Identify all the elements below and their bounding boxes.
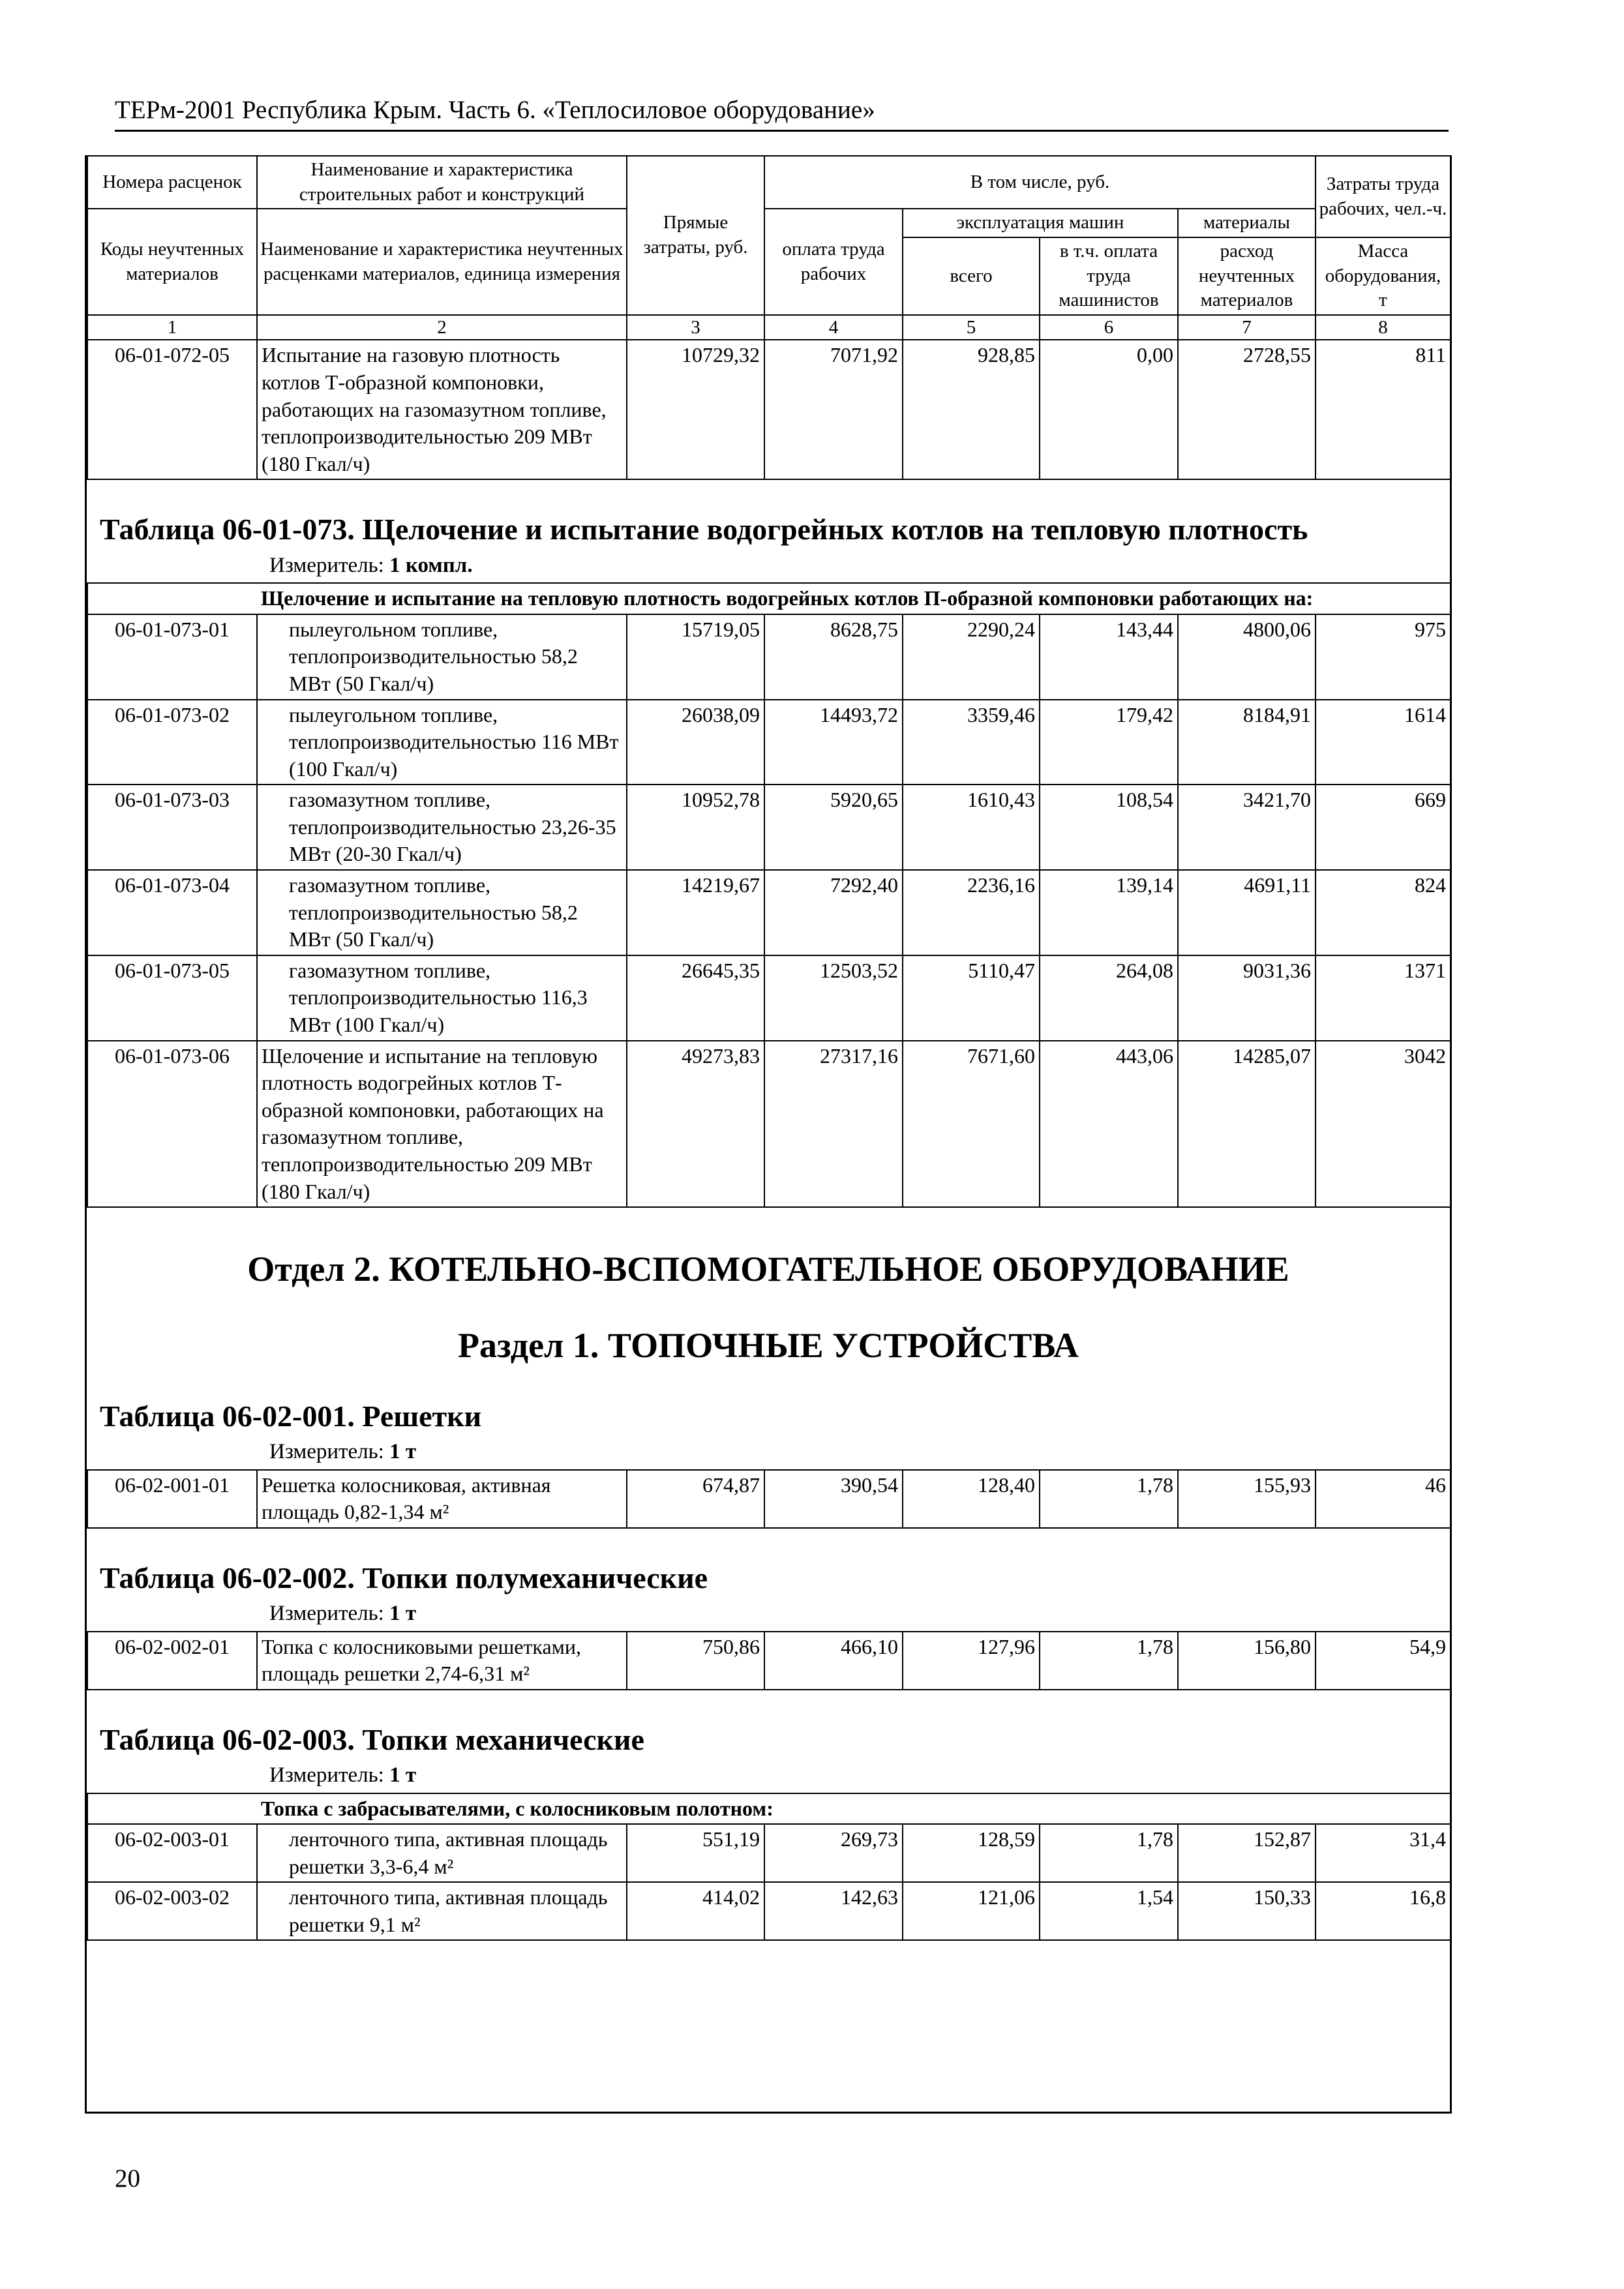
labor-pay: 269,73 (764, 1824, 903, 1882)
labor-pay: 8628,75 (764, 614, 903, 700)
direct-costs: 26645,35 (627, 955, 764, 1041)
table-row (87, 614, 1451, 700)
machine-costs: 928,85 (903, 340, 1040, 479)
labor-hours: 811 (1316, 340, 1451, 479)
measure-unit (87, 1439, 1450, 1469)
measure-label: Измеритель: (269, 1601, 384, 1625)
machine-costs: 2290,24 (903, 614, 1040, 700)
measure-unit (87, 1763, 1450, 1793)
table-row (87, 1041, 1451, 1208)
header-labor-pay: оплата труда рабочих (764, 209, 903, 315)
column-number: 6 (1040, 315, 1178, 340)
direct-costs: 414,02 (627, 1882, 764, 1940)
machine-costs: 1610,43 (903, 785, 1040, 870)
measure-unit (87, 1601, 1450, 1631)
running-header: ТЕРм-2001 Республика Крым. Часть 6. «Теплосиловое оборудование» (115, 95, 1449, 132)
labor-pay: 27317,16 (764, 1041, 903, 1208)
table-row (87, 700, 1451, 785)
materials-cost: 152,87 (1178, 1824, 1316, 1882)
rate-name: пылеугольном топливе, теплопроизводительностью 116 МВт (100 Гкал/ч) (257, 700, 627, 785)
machinist-pay: 1,54 (1040, 1882, 1178, 1940)
machine-costs: 7671,60 (903, 1041, 1040, 1208)
column-numbers-row (87, 315, 1451, 340)
group-heading: Щелочение и испытание на тепловую плотность водогрейных котлов П-образной компоновки работающих на: (257, 583, 1451, 614)
header-machine-operation: эксплуатация машин (903, 209, 1178, 237)
rate-code: 06-01-073-04 (87, 870, 257, 955)
machinist-pay: 1,78 (1040, 1824, 1178, 1882)
table-row (87, 1632, 1451, 1690)
materials-cost: 2728,55 (1178, 340, 1316, 479)
machine-costs: 128,40 (903, 1470, 1040, 1528)
page-frame (85, 155, 1452, 2114)
machinist-pay: 108,54 (1040, 785, 1178, 870)
materials-cost: 14285,07 (1178, 1041, 1316, 1208)
labor-hours: 46 (1316, 1470, 1451, 1528)
table-row (87, 870, 1451, 955)
machinist-pay: 179,42 (1040, 700, 1178, 785)
header-labor-costs: Затраты труда рабочих, чел.-ч. (1316, 156, 1451, 237)
header-total: всего (903, 237, 1040, 315)
labor-pay: 142,63 (764, 1882, 903, 1940)
header-codes: Коды неучтенных материалов (87, 209, 257, 315)
header-unaccounted-materials: расход неучтенных материалов (1178, 237, 1316, 315)
header-material-name: Наименование и характеристика неучтенных расценками материалов, единица измерения (257, 209, 627, 315)
direct-costs: 14219,67 (627, 870, 764, 955)
table-row (87, 1470, 1451, 1528)
direct-costs: 15719,05 (627, 614, 764, 700)
labor-pay: 7071,92 (764, 340, 903, 479)
table-row (87, 785, 1451, 870)
machine-costs: 5110,47 (903, 955, 1040, 1041)
rate-code: 06-02-001-01 (87, 1470, 257, 1528)
machinist-pay: 139,14 (1040, 870, 1178, 955)
table-06-01-073 (87, 582, 1451, 1208)
rate-code: 06-02-002-01 (87, 1632, 257, 1690)
table-row (87, 1882, 1451, 1940)
rate-name: газомазутном топливе, теплопроизводительностью 116,3 МВт (100 Гкал/ч) (257, 955, 627, 1041)
rate-code: 06-01-072-05 (87, 340, 257, 479)
table-06-02-002 (87, 1631, 1451, 1690)
column-number: 2 (257, 315, 627, 340)
labor-hours: 1371 (1316, 955, 1451, 1041)
machinist-pay: 1,78 (1040, 1470, 1178, 1528)
labor-hours: 824 (1316, 870, 1451, 955)
measure-label: Измеритель: (269, 553, 384, 577)
section-title: Раздел 1. ТОПОЧНЫЕ УСТРОЙСТВА (458, 1325, 1079, 1365)
table-row (87, 955, 1451, 1041)
measure-value: 1 компл. (389, 553, 473, 577)
machinist-pay: 0,00 (1040, 340, 1178, 479)
machine-costs: 127,96 (903, 1632, 1040, 1690)
labor-hours: 54,9 (1316, 1632, 1451, 1690)
measure-unit (87, 553, 1450, 583)
table-06-02-001 (87, 1469, 1451, 1529)
direct-costs: 551,19 (627, 1824, 764, 1882)
labor-hours: 3042 (1316, 1041, 1451, 1208)
header-direct-costs: Прямые затраты, руб. (627, 156, 764, 315)
machine-costs: 128,59 (903, 1824, 1040, 1882)
rate-name: Решетка колосниковая, активная площадь 0,82-1,34 м² (257, 1470, 627, 1528)
labor-pay: 5920,65 (764, 785, 903, 870)
table-title-06-02-003: Таблица 06-02-003. Топки механические (100, 1722, 644, 1756)
labor-hours: 31,4 (1316, 1824, 1451, 1882)
materials-cost: 156,80 (1178, 1632, 1316, 1690)
machinist-pay: 264,08 (1040, 955, 1178, 1041)
table-title-06-02-002: Таблица 06-02-002. Топки полумеханические (100, 1561, 708, 1594)
materials-cost: 4691,11 (1178, 870, 1316, 955)
measure-label: Измеритель: (269, 1763, 384, 1787)
column-number: 1 (87, 315, 257, 340)
column-number: 7 (1178, 315, 1316, 340)
rate-name: ленточного типа, активная площадь решетки 3,3-6,4 м² (257, 1824, 627, 1882)
group-heading: Топка с забрасывателями, с колосниковым полотном: (257, 1793, 1451, 1825)
column-number: 4 (764, 315, 903, 340)
labor-pay: 7292,40 (764, 870, 903, 955)
header-work-name: Наименование и характеристика строительных работ и конструкций (257, 156, 627, 209)
labor-hours: 669 (1316, 785, 1451, 870)
header-machinist-pay: в т.ч. оплата труда машинистов (1040, 237, 1178, 315)
rate-name: газомазутном топливе, теплопроизводительностью 58,2 МВт (50 Гкал/ч) (257, 870, 627, 955)
direct-costs: 750,86 (627, 1632, 764, 1690)
machinist-pay: 443,06 (1040, 1041, 1178, 1208)
measure-value: 1 т (389, 1601, 417, 1625)
measure-value: 1 т (389, 1439, 417, 1463)
direct-costs: 10952,78 (627, 785, 764, 870)
direct-costs: 674,87 (627, 1470, 764, 1528)
direct-costs: 49273,83 (627, 1041, 764, 1208)
labor-hours: 1614 (1316, 700, 1451, 785)
machine-costs: 3359,46 (903, 700, 1040, 785)
machine-costs: 2236,16 (903, 870, 1040, 955)
rate-code: 06-02-003-01 (87, 1824, 257, 1882)
materials-cost: 155,93 (1178, 1470, 1316, 1528)
rate-name: Испытание на газовую плотность котлов Т-образной компоновки, работающих на газомазутном топливе, теплопроизводительностью 209 МВт (180 Гкал/ч) (257, 340, 627, 479)
labor-pay: 14493,72 (764, 700, 903, 785)
rate-code: 06-01-073-05 (87, 955, 257, 1041)
rate-code: 06-01-073-01 (87, 614, 257, 700)
header-including: В том числе, руб. (764, 156, 1316, 209)
machinist-pay: 143,44 (1040, 614, 1178, 700)
rate-code: 06-01-073-06 (87, 1041, 257, 1208)
column-number: 5 (903, 315, 1040, 340)
header-equipment-mass: Масса оборудования, т (1316, 237, 1451, 315)
table-row (87, 1824, 1451, 1882)
materials-cost: 8184,91 (1178, 700, 1316, 785)
measure-value: 1 т (389, 1763, 417, 1787)
table-title-06-02-001: Таблица 06-02-001. Решетки (100, 1399, 482, 1433)
direct-costs: 26038,09 (627, 700, 764, 785)
column-number: 8 (1316, 315, 1451, 340)
labor-hours: 975 (1316, 614, 1451, 700)
rate-code: 06-01-073-03 (87, 785, 257, 870)
header-materials: материалы (1178, 209, 1316, 237)
rate-name: ленточного типа, активная площадь решетки 9,1 м² (257, 1882, 627, 1940)
table-title-06-01-073: Таблица 06-01-073. Щелочение и испытание водогрейных котлов на тепловую плотность (100, 513, 1308, 546)
rate-name: Топка с колосниковыми решетками, площадь решетки 2,74-6,31 м² (257, 1632, 627, 1690)
rate-code: 06-01-073-02 (87, 700, 257, 785)
materials-cost: 3421,70 (1178, 785, 1316, 870)
machinist-pay: 1,78 (1040, 1632, 1178, 1690)
materials-cost: 9031,36 (1178, 955, 1316, 1041)
labor-pay: 390,54 (764, 1470, 903, 1528)
materials-cost: 4800,06 (1178, 614, 1316, 700)
rate-name: Щелочение и испытание на тепловую плотность водогрейных котлов Т-образной компоновки, работающих на газомазутном топливе, теплопроизводительностью 209 МВт (180 Гкал/ч) (257, 1041, 627, 1208)
department-title: Отдел 2. КОТЕЛЬНО-ВСПОМОГАТЕЛЬНОЕ ОБОРУДОВАНИЕ (247, 1249, 1289, 1289)
header-rate-numbers: Номера расценок (87, 156, 257, 209)
machine-costs: 121,06 (903, 1882, 1040, 1940)
measure-label: Измеритель: (269, 1439, 384, 1463)
direct-costs: 10729,32 (627, 340, 764, 479)
labor-pay: 12503,52 (764, 955, 903, 1041)
table-06-02-003 (87, 1793, 1451, 1941)
main-table (87, 155, 1451, 480)
rate-name: газомазутном топливе, теплопроизводительностью 23,26-35 МВт (20-30 Гкал/ч) (257, 785, 627, 870)
rate-name: пылеугольном топливе, теплопроизводительностью 58,2 МВт (50 Гкал/ч) (257, 614, 627, 700)
labor-hours: 16,8 (1316, 1882, 1451, 1940)
rate-code: 06-02-003-02 (87, 1882, 257, 1940)
table-row (87, 340, 1451, 479)
materials-cost: 150,33 (1178, 1882, 1316, 1940)
column-number: 3 (627, 315, 764, 340)
labor-pay: 466,10 (764, 1632, 903, 1690)
page-number: 20 (115, 2164, 140, 2192)
